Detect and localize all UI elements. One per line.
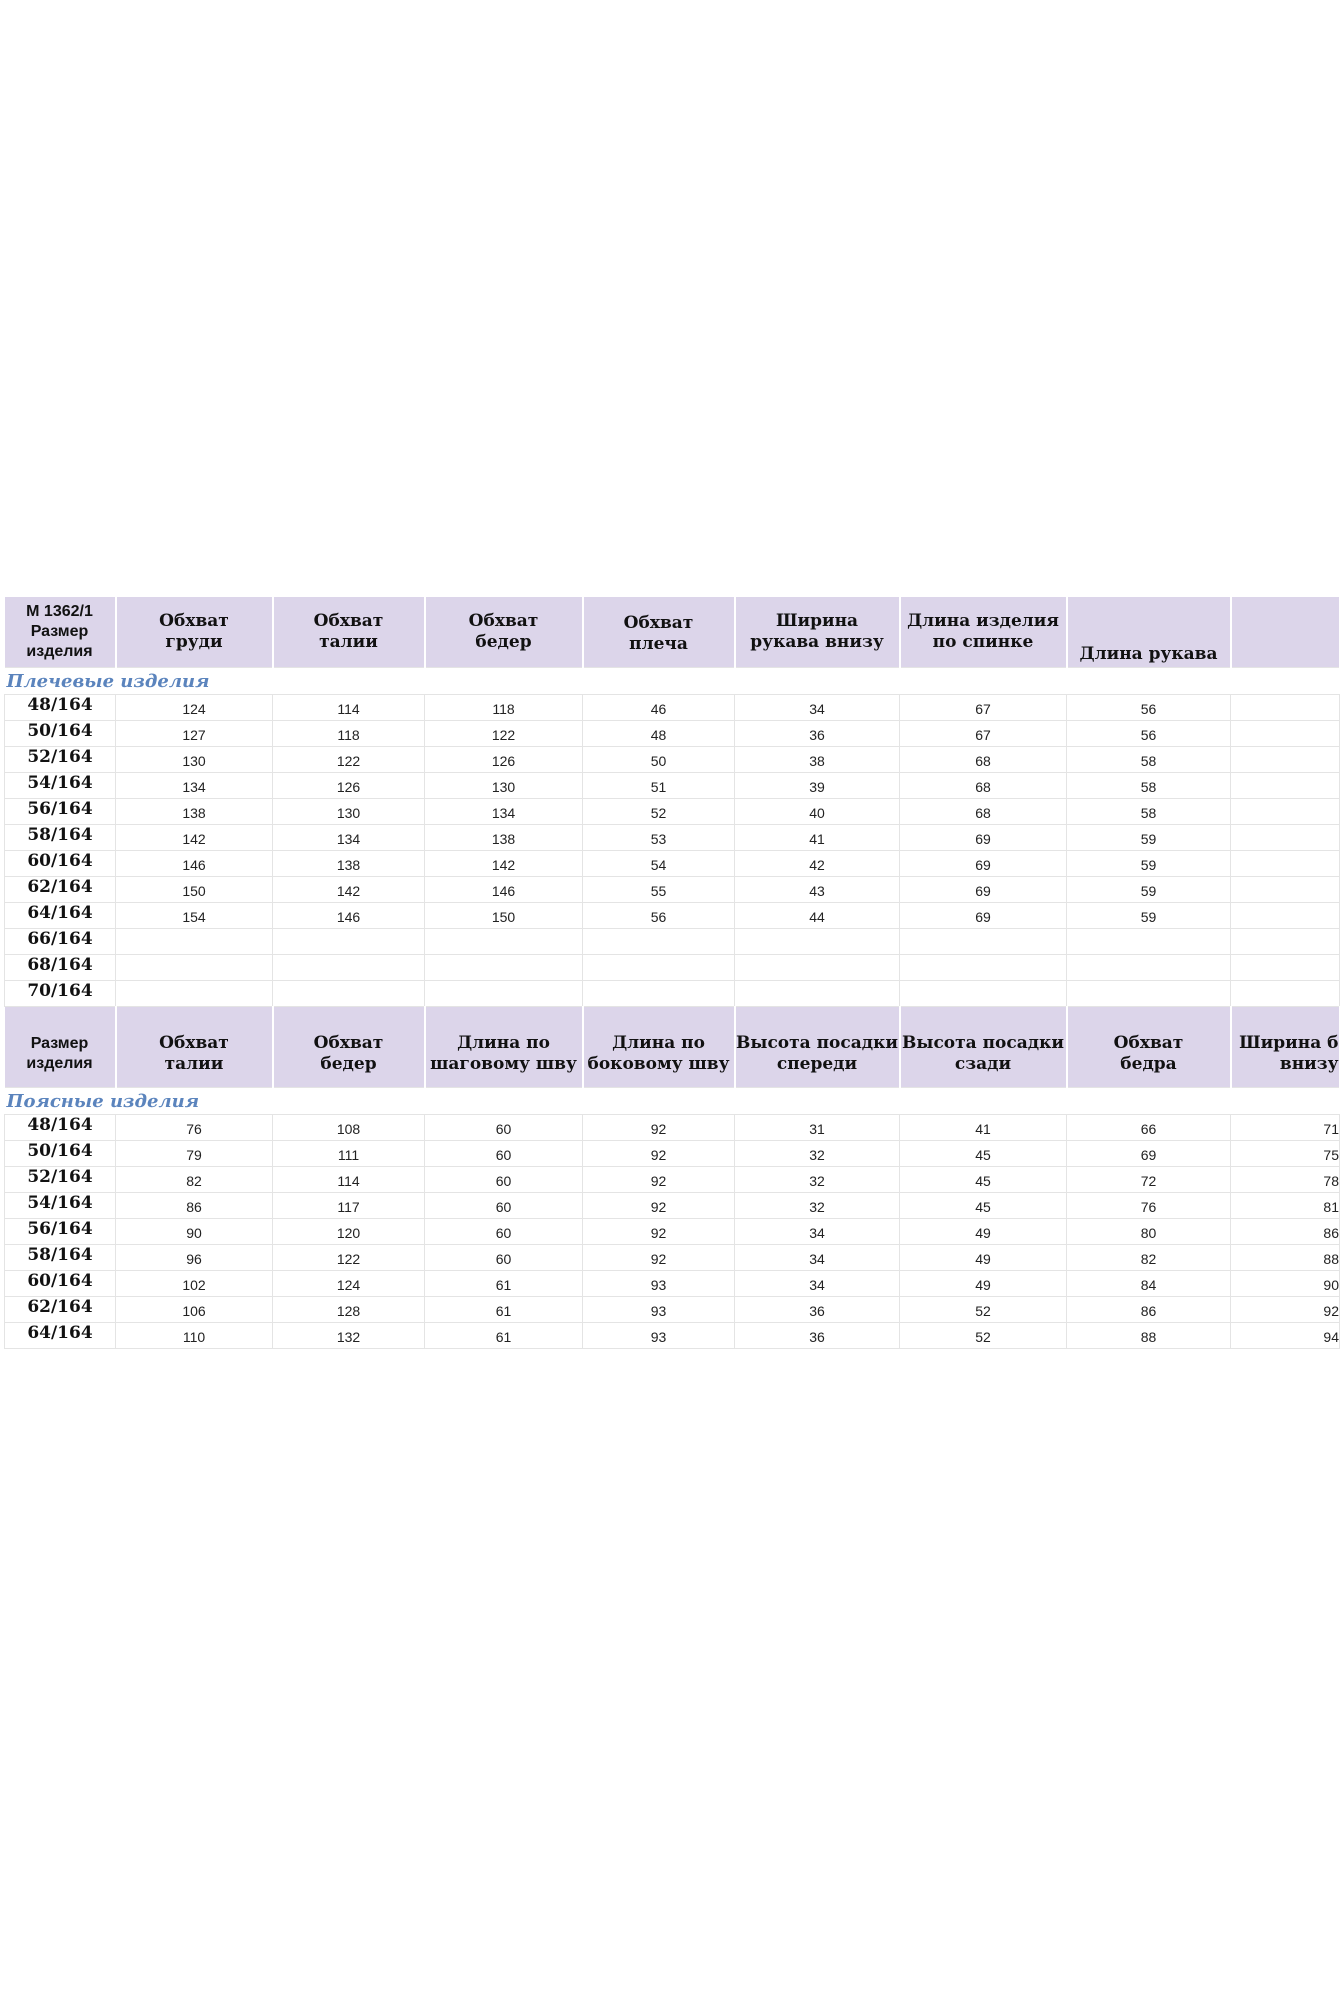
value-cell bbox=[273, 929, 425, 955]
size-cell: 66/164 bbox=[5, 929, 116, 955]
value-cell: 120 bbox=[273, 1219, 425, 1245]
value-cell: 138 bbox=[273, 851, 425, 877]
value-cell: 40 bbox=[735, 799, 900, 825]
value-cell: 58 bbox=[1067, 747, 1231, 773]
value-cell bbox=[1231, 773, 1340, 799]
value-cell: 90 bbox=[1231, 1271, 1340, 1297]
table-row bbox=[5, 773, 1340, 799]
value-cell: 60 bbox=[425, 1219, 583, 1245]
model-number: М 1362/1 bbox=[26, 603, 93, 620]
value-cell: 92 bbox=[583, 1167, 735, 1193]
value-cell bbox=[1231, 877, 1340, 903]
value-cell: 69 bbox=[900, 903, 1067, 929]
value-cell: 52 bbox=[900, 1297, 1067, 1323]
header-chest: Обхват груди bbox=[116, 597, 273, 668]
value-cell: 93 bbox=[583, 1271, 735, 1297]
section-title-shoulder-items: Плечевые изделия bbox=[5, 668, 1340, 695]
value-cell bbox=[900, 955, 1067, 981]
size-cell: 64/164 bbox=[5, 1323, 116, 1349]
value-cell: 60 bbox=[425, 1115, 583, 1141]
value-cell bbox=[1231, 695, 1340, 721]
top-table-body bbox=[5, 695, 1340, 1007]
header-sleeve-length: Длина рукава bbox=[1067, 597, 1231, 668]
size-cell: 52/164 bbox=[5, 1167, 116, 1193]
size-cell: 70/164 bbox=[5, 981, 116, 1007]
table-row bbox=[5, 1115, 1340, 1141]
value-cell bbox=[1231, 799, 1340, 825]
header-extra bbox=[1231, 597, 1340, 668]
value-cell: 142 bbox=[425, 851, 583, 877]
value-cell: 53 bbox=[583, 825, 735, 851]
value-cell: 130 bbox=[425, 773, 583, 799]
size-cell: 62/164 bbox=[5, 877, 116, 903]
value-cell: 134 bbox=[116, 773, 273, 799]
value-cell: 150 bbox=[425, 903, 583, 929]
header-waist: Обхват талии bbox=[273, 597, 425, 668]
table-row bbox=[5, 1297, 1340, 1323]
value-cell bbox=[1231, 981, 1340, 1007]
value-cell: 76 bbox=[1067, 1193, 1231, 1219]
table-row bbox=[5, 1219, 1340, 1245]
value-cell: 118 bbox=[425, 695, 583, 721]
value-cell: 138 bbox=[425, 825, 583, 851]
bottom-size-label-line-1: Размер bbox=[30, 1035, 89, 1052]
value-cell: 82 bbox=[116, 1167, 273, 1193]
section-row-top bbox=[5, 668, 1340, 695]
value-cell: 117 bbox=[273, 1193, 425, 1219]
value-cell: 52 bbox=[900, 1323, 1067, 1349]
size-label-line-2: изделия bbox=[26, 643, 93, 660]
value-cell: 34 bbox=[735, 1245, 900, 1271]
size-cell: 58/164 bbox=[5, 825, 116, 851]
model-size-header bbox=[5, 597, 116, 668]
value-cell: 46 bbox=[583, 695, 735, 721]
top-header-row bbox=[5, 597, 1340, 668]
value-cell: 126 bbox=[273, 773, 425, 799]
value-cell: 45 bbox=[900, 1193, 1067, 1219]
value-cell bbox=[735, 981, 900, 1007]
value-cell: 61 bbox=[425, 1323, 583, 1349]
value-cell: 59 bbox=[1067, 877, 1231, 903]
value-cell: 41 bbox=[900, 1115, 1067, 1141]
value-cell: 58 bbox=[1067, 773, 1231, 799]
table-row bbox=[5, 1167, 1340, 1193]
value-cell bbox=[735, 955, 900, 981]
value-cell: 59 bbox=[1067, 851, 1231, 877]
header-hips-bottom: Обхват бедер bbox=[273, 1007, 425, 1088]
value-cell: 31 bbox=[735, 1115, 900, 1141]
table-row bbox=[5, 851, 1340, 877]
value-cell: 59 bbox=[1067, 903, 1231, 929]
size-table bbox=[4, 597, 1341, 1349]
value-cell bbox=[1067, 929, 1231, 955]
size-cell: 60/164 bbox=[5, 1271, 116, 1297]
size-cell: 68/164 bbox=[5, 955, 116, 981]
value-cell: 51 bbox=[583, 773, 735, 799]
value-cell bbox=[273, 955, 425, 981]
value-cell: 93 bbox=[583, 1323, 735, 1349]
size-cell: 48/164 bbox=[5, 695, 116, 721]
value-cell: 94 bbox=[1231, 1323, 1340, 1349]
table-row bbox=[5, 929, 1340, 955]
value-cell: 54 bbox=[583, 851, 735, 877]
value-cell: 81 bbox=[1231, 1193, 1340, 1219]
value-cell bbox=[900, 929, 1067, 955]
value-cell: 142 bbox=[116, 825, 273, 851]
value-cell bbox=[1067, 955, 1231, 981]
bottom-header-row bbox=[5, 1007, 1340, 1088]
header-thigh: Обхват бедра bbox=[1067, 1007, 1231, 1088]
value-cell: 128 bbox=[273, 1297, 425, 1323]
value-cell: 38 bbox=[735, 747, 900, 773]
header-hem-width: Ширина б внизу bbox=[1231, 1007, 1340, 1088]
value-cell: 132 bbox=[273, 1323, 425, 1349]
value-cell: 49 bbox=[900, 1219, 1067, 1245]
value-cell bbox=[1231, 929, 1340, 955]
size-cell: 52/164 bbox=[5, 747, 116, 773]
size-label-line-1: Размер bbox=[30, 623, 89, 640]
value-cell: 78 bbox=[1231, 1167, 1340, 1193]
value-cell: 146 bbox=[425, 877, 583, 903]
value-cell bbox=[116, 955, 273, 981]
table-row bbox=[5, 1271, 1340, 1297]
value-cell: 43 bbox=[735, 877, 900, 903]
value-cell: 86 bbox=[1067, 1297, 1231, 1323]
value-cell: 146 bbox=[273, 903, 425, 929]
value-cell: 92 bbox=[583, 1141, 735, 1167]
size-cell: 60/164 bbox=[5, 851, 116, 877]
value-cell: 92 bbox=[583, 1115, 735, 1141]
value-cell: 92 bbox=[583, 1219, 735, 1245]
value-cell: 32 bbox=[735, 1167, 900, 1193]
value-cell: 36 bbox=[735, 1297, 900, 1323]
value-cell: 50 bbox=[583, 747, 735, 773]
value-cell: 92 bbox=[583, 1193, 735, 1219]
table-row bbox=[5, 1323, 1340, 1349]
value-cell: 34 bbox=[735, 1271, 900, 1297]
value-cell bbox=[425, 981, 583, 1007]
value-cell: 36 bbox=[735, 721, 900, 747]
value-cell: 67 bbox=[900, 721, 1067, 747]
value-cell: 88 bbox=[1231, 1245, 1340, 1271]
value-cell: 130 bbox=[273, 799, 425, 825]
value-cell bbox=[1231, 747, 1340, 773]
header-arm: Обхват плеча bbox=[583, 597, 735, 668]
value-cell: 60 bbox=[425, 1167, 583, 1193]
value-cell bbox=[1231, 721, 1340, 747]
value-cell: 122 bbox=[425, 721, 583, 747]
header-back-rise: Высота посадки сзади bbox=[900, 1007, 1067, 1088]
value-cell: 88 bbox=[1067, 1323, 1231, 1349]
value-cell bbox=[900, 981, 1067, 1007]
value-cell: 142 bbox=[273, 877, 425, 903]
table-row bbox=[5, 981, 1340, 1007]
table-row bbox=[5, 1141, 1340, 1167]
value-cell: 102 bbox=[116, 1271, 273, 1297]
table-row bbox=[5, 695, 1340, 721]
value-cell: 52 bbox=[583, 799, 735, 825]
value-cell: 36 bbox=[735, 1323, 900, 1349]
value-cell bbox=[1231, 903, 1340, 929]
value-cell: 79 bbox=[116, 1141, 273, 1167]
value-cell: 122 bbox=[273, 747, 425, 773]
value-cell: 61 bbox=[425, 1297, 583, 1323]
value-cell: 32 bbox=[735, 1193, 900, 1219]
value-cell bbox=[1231, 851, 1340, 877]
value-cell: 154 bbox=[116, 903, 273, 929]
value-cell bbox=[1231, 955, 1340, 981]
value-cell bbox=[425, 955, 583, 981]
value-cell: 68 bbox=[900, 773, 1067, 799]
bottom-size-header bbox=[5, 1007, 116, 1088]
value-cell: 69 bbox=[1067, 1141, 1231, 1167]
value-cell: 150 bbox=[116, 877, 273, 903]
value-cell bbox=[1231, 825, 1340, 851]
value-cell: 56 bbox=[1067, 721, 1231, 747]
table-row bbox=[5, 747, 1340, 773]
value-cell bbox=[116, 929, 273, 955]
value-cell: 90 bbox=[116, 1219, 273, 1245]
header-back-length: Длина изделия по спинке bbox=[900, 597, 1067, 668]
value-cell: 42 bbox=[735, 851, 900, 877]
value-cell: 44 bbox=[735, 903, 900, 929]
value-cell: 66 bbox=[1067, 1115, 1231, 1141]
size-chart bbox=[4, 597, 1339, 1349]
value-cell: 45 bbox=[900, 1167, 1067, 1193]
value-cell: 60 bbox=[425, 1141, 583, 1167]
value-cell: 60 bbox=[425, 1193, 583, 1219]
table-row bbox=[5, 903, 1340, 929]
value-cell: 34 bbox=[735, 1219, 900, 1245]
value-cell: 111 bbox=[273, 1141, 425, 1167]
value-cell: 92 bbox=[1231, 1297, 1340, 1323]
value-cell: 122 bbox=[273, 1245, 425, 1271]
table-row bbox=[5, 799, 1340, 825]
value-cell: 76 bbox=[116, 1115, 273, 1141]
value-cell: 130 bbox=[116, 747, 273, 773]
value-cell: 69 bbox=[900, 825, 1067, 851]
value-cell: 67 bbox=[900, 695, 1067, 721]
size-cell: 64/164 bbox=[5, 903, 116, 929]
value-cell: 146 bbox=[116, 851, 273, 877]
value-cell: 56 bbox=[1067, 695, 1231, 721]
table-row bbox=[5, 955, 1340, 981]
value-cell bbox=[273, 981, 425, 1007]
size-cell: 58/164 bbox=[5, 1245, 116, 1271]
value-cell: 138 bbox=[116, 799, 273, 825]
header-side-length: Длина по боковому шву bbox=[583, 1007, 735, 1088]
value-cell: 72 bbox=[1067, 1167, 1231, 1193]
value-cell: 61 bbox=[425, 1271, 583, 1297]
value-cell bbox=[583, 955, 735, 981]
value-cell: 134 bbox=[425, 799, 583, 825]
table-row bbox=[5, 825, 1340, 851]
value-cell: 86 bbox=[116, 1193, 273, 1219]
value-cell: 60 bbox=[425, 1245, 583, 1271]
value-cell: 71 bbox=[1231, 1115, 1340, 1141]
bottom-table-body bbox=[5, 1115, 1340, 1349]
value-cell: 118 bbox=[273, 721, 425, 747]
value-cell: 127 bbox=[116, 721, 273, 747]
value-cell: 80 bbox=[1067, 1219, 1231, 1245]
value-cell: 41 bbox=[735, 825, 900, 851]
value-cell: 96 bbox=[116, 1245, 273, 1271]
value-cell: 59 bbox=[1067, 825, 1231, 851]
value-cell bbox=[735, 929, 900, 955]
size-cell: 56/164 bbox=[5, 1219, 116, 1245]
header-waist-bottom: Обхват талии bbox=[116, 1007, 273, 1088]
value-cell: 68 bbox=[900, 747, 1067, 773]
value-cell: 124 bbox=[273, 1271, 425, 1297]
value-cell: 134 bbox=[273, 825, 425, 851]
size-cell: 54/164 bbox=[5, 1193, 116, 1219]
value-cell: 45 bbox=[900, 1141, 1067, 1167]
value-cell: 48 bbox=[583, 721, 735, 747]
value-cell: 56 bbox=[583, 903, 735, 929]
value-cell: 114 bbox=[273, 695, 425, 721]
value-cell bbox=[583, 981, 735, 1007]
value-cell: 86 bbox=[1231, 1219, 1340, 1245]
value-cell: 110 bbox=[116, 1323, 273, 1349]
value-cell: 32 bbox=[735, 1141, 900, 1167]
size-cell: 50/164 bbox=[5, 1141, 116, 1167]
value-cell: 69 bbox=[900, 851, 1067, 877]
bottom-size-label-line-2: изделия bbox=[26, 1055, 93, 1072]
header-hips: Обхват бедер bbox=[425, 597, 583, 668]
size-cell: 54/164 bbox=[5, 773, 116, 799]
value-cell: 108 bbox=[273, 1115, 425, 1141]
value-cell: 49 bbox=[900, 1271, 1067, 1297]
table-row bbox=[5, 1193, 1340, 1219]
table-row bbox=[5, 721, 1340, 747]
header-inseam: Длина по шаговому шву bbox=[425, 1007, 583, 1088]
header-front-rise: Высота посадки спереди bbox=[735, 1007, 900, 1088]
value-cell: 68 bbox=[900, 799, 1067, 825]
section-row-bottom bbox=[5, 1088, 1340, 1115]
value-cell: 39 bbox=[735, 773, 900, 799]
value-cell: 124 bbox=[116, 695, 273, 721]
value-cell bbox=[425, 929, 583, 955]
value-cell: 58 bbox=[1067, 799, 1231, 825]
value-cell bbox=[116, 981, 273, 1007]
size-cell: 56/164 bbox=[5, 799, 116, 825]
value-cell bbox=[1067, 981, 1231, 1007]
value-cell: 84 bbox=[1067, 1271, 1231, 1297]
size-cell: 48/164 bbox=[5, 1115, 116, 1141]
value-cell: 93 bbox=[583, 1297, 735, 1323]
table-row bbox=[5, 1245, 1340, 1271]
value-cell: 92 bbox=[583, 1245, 735, 1271]
value-cell: 126 bbox=[425, 747, 583, 773]
value-cell: 69 bbox=[900, 877, 1067, 903]
value-cell: 106 bbox=[116, 1297, 273, 1323]
value-cell bbox=[583, 929, 735, 955]
size-cell: 62/164 bbox=[5, 1297, 116, 1323]
value-cell: 55 bbox=[583, 877, 735, 903]
header-sleeve-width: Ширина рукава внизу bbox=[735, 597, 900, 668]
value-cell: 114 bbox=[273, 1167, 425, 1193]
value-cell: 34 bbox=[735, 695, 900, 721]
value-cell: 82 bbox=[1067, 1245, 1231, 1271]
value-cell: 75 bbox=[1231, 1141, 1340, 1167]
section-title-waist-items: Поясные изделия bbox=[5, 1088, 1340, 1115]
value-cell: 49 bbox=[900, 1245, 1067, 1271]
table-row bbox=[5, 877, 1340, 903]
size-cell: 50/164 bbox=[5, 721, 116, 747]
